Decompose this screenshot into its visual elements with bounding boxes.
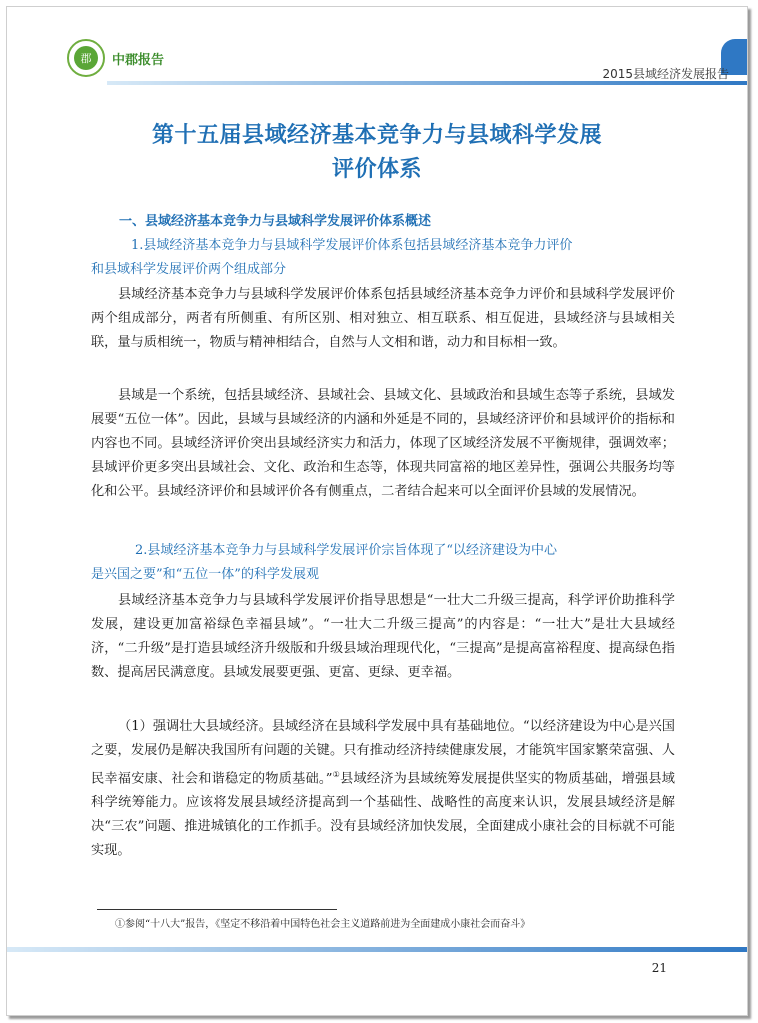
subsection-heading-1: [91, 234, 671, 282]
report-title: 2015县域经济发展报告: [602, 67, 729, 81]
paragraph-3: 县域经济基本竞争力与县域科学发展评价指导思想是“一壮大二升级三提高，科学评价助推科学发展，建设更加富裕绿色幸福县域”。“一壮大二升级三提高”的内容是：“一壮大”是壮大县域经济，“二升级”是打造县域经济升级版和升级县域治理现代化，“三提高”是提高富裕程度、提高绿色指数、提高居民满意度。县域发展要更强、更富、更绿、更幸福。: [91, 593, 675, 680]
paragraph-1: 县域经济基本竞争力与县域科学发展评价体系包括县域经济基本竞争力评价和县域科学发展评价两个组成部分，两者有所侧重、有所区别、相对独立、相互联系、相互促进，县域经济与县域相关联，量与质相统一，物质与精神相结合，自然与人文相和谐，动力和目标相一致。: [91, 287, 675, 350]
chapter-title: [47, 119, 707, 187]
footnote-reference-mark: ①: [332, 770, 341, 779]
paragraph-4: [91, 715, 675, 863]
subsection-heading-2: [91, 539, 671, 587]
subsection-2-line-2: 是兴国之要”和“五位一体”的科学发展观: [91, 567, 319, 582]
paragraph-4-text-a: （1）强调壮大县域经济。县域经济在县域科学发展中具有基础地位。“以经济建设为中心是兴国之要，发展仍是解决我国所有问题的关键。只有推动经济持续健康发展，才能筑牢国家繁荣富强、人民幸福安康、社会和谐稳定的物质基础。”: [91, 719, 675, 787]
chapter-title-line-2: 评价体系: [331, 157, 422, 182]
logo-text: 中郡报告: [112, 52, 165, 68]
document-page: [6, 6, 748, 1016]
chapter-title-line-1: 第十五届县域经济基本竞争力与县域科学发展: [151, 123, 602, 148]
header-divider: [107, 81, 747, 85]
publisher-logo: [67, 39, 164, 77]
subsection-1-line-1: 1.县域经济基本竞争力与县域科学发展评价体系包括县域经济基本竞争力评价: [131, 238, 573, 253]
page-number: 21: [651, 961, 667, 975]
section-heading: 一、县域经济基本竞争力与县域科学发展评价体系概述: [119, 214, 432, 229]
footnote-divider: [97, 909, 337, 910]
paragraph-2: 县域是一个系统，包括县域经济、县域社会、县域文化、县域政治和县域生态等子系统，县域发展要“五位一体”。因此，县域与县域经济的内涵和外延是不同的，县域经济评价和县域评价的指标和内容也不同。县域经济评价突出县域经济实力和活力，体现了区域经济发展不平衡规律，强调效率；县域评价更多突出县域社会、文化、政治和生态等，体现共同富裕的地区差异性，强调公共服务均等化和公平。县域经济评价和县域评价各有侧重点，二者结合起来可以全面评价县域的发展情况。: [91, 388, 675, 499]
logo-mark: 郡: [74, 46, 98, 70]
footer-divider: [7, 947, 747, 952]
subsection-2-line-1: 2.县域经济基本竞争力与县域科学发展评价宗旨体现了“以经济建设为中心: [135, 543, 558, 558]
paragraph-4-text-b: 县域经济为县域统筹发展提供坚实的物质基础，增强县域科学统筹能力。应该将发展县域经济提高到一个基础性、战略性的高度来认识，发展县域经济是解决“三农”问题、推进城镇化的工作抓手。没有县域经济加快发展，全面建成小康社会的目标就不可能实现。: [91, 771, 675, 859]
subsection-1-line-2: 和县域科学发展评价两个组成部分: [91, 262, 287, 277]
logo-emblem-icon: [67, 39, 105, 77]
footnote: ①参阅“十八大”报告，《坚定不移沿着中国特色社会主义道路前进为全面建成小康社会而奋斗》: [115, 919, 531, 930]
